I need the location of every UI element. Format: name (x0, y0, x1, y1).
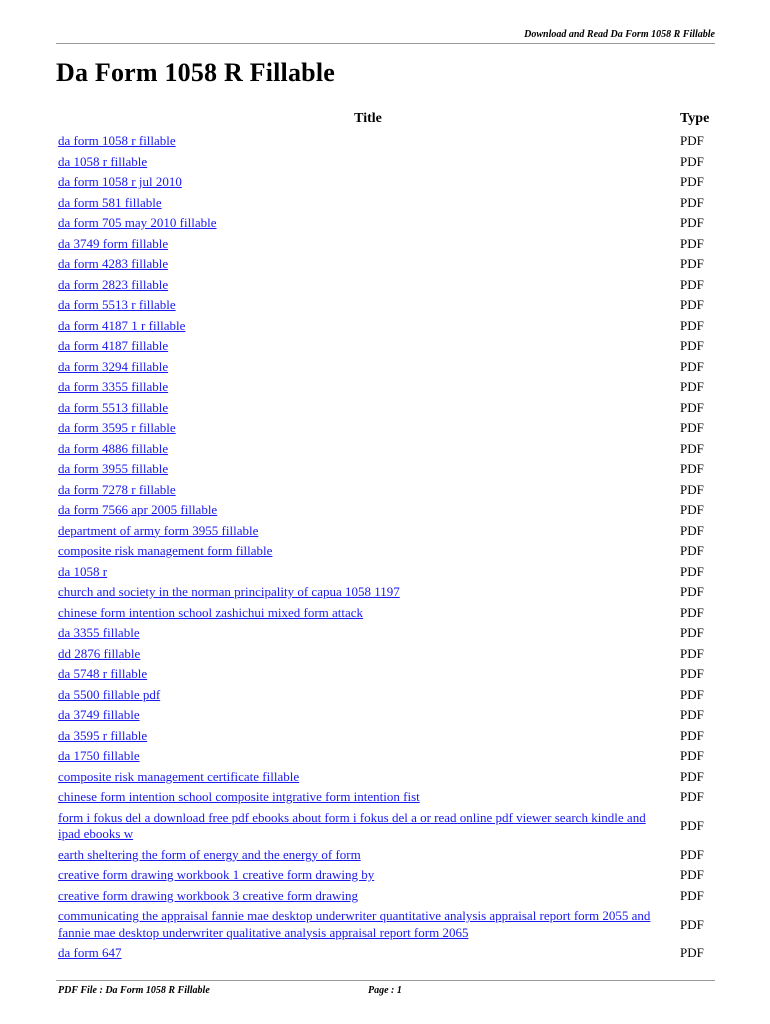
document-link[interactable]: composite risk management form fillable (58, 543, 273, 558)
document-link[interactable]: da form 3595 r fillable (58, 420, 176, 435)
document-link[interactable]: da form 3294 fillable (58, 358, 169, 374)
document-link[interactable]: earth sheltering the form of energy and the energy of form (58, 846, 361, 862)
file-type-label: PDF (680, 174, 704, 189)
file-type-label: PDF (680, 867, 704, 882)
document-link[interactable]: form i fokus del a download free pdf ebooks about form i fokus del a or read online pdf viewer search kindle and ipad ebooks w (58, 809, 646, 841)
table-row (58, 254, 715, 275)
table-row (58, 480, 715, 501)
file-type-label: PDF (680, 666, 704, 681)
file-type-label: PDF (680, 194, 704, 210)
table-row (58, 131, 715, 152)
file-type-label: PDF (680, 379, 704, 394)
table-row (58, 845, 715, 866)
table-row (58, 193, 715, 214)
file-type-label: PDF (680, 727, 704, 743)
table-row (58, 726, 715, 747)
file-type-label: PDF (680, 768, 704, 784)
document-link[interactable]: communicating the appraisal fannie mae desktop underwriter quantitative analysis appraisal report form 2055 and fannie mae desktop underwriter qualitative analysis appraisal report form 2065 (58, 908, 651, 940)
document-link[interactable]: da 1750 fillable (58, 748, 140, 763)
footer-file-label: PDF File : Da Form 1058 R Fillable (58, 985, 210, 996)
table-row (58, 377, 715, 398)
table-row (58, 664, 715, 685)
table-row (58, 808, 715, 845)
table-row (58, 357, 715, 378)
file-type-label: PDF (680, 563, 704, 579)
document-link[interactable]: da 1058 r fillable (58, 153, 148, 169)
document-link[interactable]: da 5500 fillable pdf (58, 686, 161, 702)
table-row (58, 459, 715, 480)
table-row (58, 582, 715, 603)
document-link[interactable]: da form 3955 fillable (58, 461, 169, 476)
file-type-label: PDF (680, 276, 704, 292)
file-type-label: PDF (680, 625, 704, 640)
file-type-label: PDF (680, 420, 704, 435)
document-link[interactable]: da form 647 (58, 945, 122, 960)
table-header-row (58, 111, 715, 131)
document-link[interactable]: composite risk management certificate fillable (58, 768, 300, 784)
file-type-label: PDF (680, 846, 704, 862)
file-type-label: PDF (680, 153, 704, 169)
table-row (58, 685, 715, 706)
document-link[interactable]: da form 4886 fillable (58, 440, 169, 456)
file-type-label: PDF (680, 297, 704, 312)
document-link[interactable]: da 3595 r fillable (58, 727, 148, 743)
document-list-table (58, 111, 715, 964)
document-title: Da Form 1058 R Fillable (56, 58, 336, 87)
table-row (58, 865, 715, 886)
table-row (58, 767, 715, 788)
document-link[interactable]: da form 1058 r fillable (58, 133, 176, 148)
document-link[interactable]: da form 581 fillable (58, 194, 162, 210)
document-link[interactable]: creative form drawing workbook 1 creative form drawing by (58, 867, 375, 882)
document-link[interactable]: da 3749 form fillable (58, 235, 169, 251)
table-row (58, 234, 715, 255)
table-row (58, 439, 715, 460)
document-link[interactable]: da form 5513 fillable (58, 399, 169, 415)
document-link[interactable]: department of army form 3955 fillable (58, 522, 259, 538)
header-divider (56, 43, 715, 44)
file-type-label: PDF (680, 584, 704, 599)
table-row (58, 295, 715, 316)
document-link[interactable]: da 3749 fillable (58, 707, 140, 722)
file-type-label: PDF (680, 317, 704, 333)
file-type-label: PDF (680, 645, 704, 661)
file-type-label: PDF (680, 817, 704, 833)
document-link[interactable]: church and society in the norman principality of capua 1058 1197 (58, 584, 400, 599)
file-type-label: PDF (680, 235, 704, 251)
file-type-label: PDF (680, 522, 704, 538)
file-type-label: PDF (680, 399, 704, 415)
file-type-label: PDF (680, 604, 704, 620)
column-header-type: Type (680, 111, 710, 126)
column-header-title: Title (354, 111, 382, 126)
table-row (58, 398, 715, 419)
document-link[interactable]: da form 2823 fillable (58, 276, 169, 292)
file-type-label: PDF (680, 461, 704, 476)
table-row (58, 275, 715, 296)
document-link[interactable]: chinese form intention school zashichui mixed form attack (58, 604, 364, 620)
table-row (58, 746, 715, 767)
document-link[interactable]: da form 4187 1 r fillable (58, 317, 186, 333)
document-link[interactable]: da form 4283 fillable (58, 256, 169, 271)
file-type-label: PDF (680, 338, 704, 353)
document-link[interactable]: da 1058 r (58, 563, 108, 579)
file-type-label: PDF (680, 215, 704, 230)
document-link[interactable]: da form 7566 apr 2005 fillable (58, 502, 218, 517)
table-row (58, 623, 715, 644)
table-row (58, 906, 715, 943)
table-row (58, 644, 715, 665)
table-row (58, 336, 715, 357)
file-type-label: PDF (680, 502, 704, 517)
table-row (58, 152, 715, 173)
document-link[interactable]: dd 2876 fillable (58, 645, 141, 661)
file-type-label: PDF (680, 481, 704, 497)
document-link[interactable]: da form 5513 r fillable (58, 297, 176, 312)
table-row (58, 172, 715, 193)
file-type-label: PDF (680, 945, 704, 960)
table-row (58, 562, 715, 583)
table-row (58, 603, 715, 624)
document-link[interactable]: da form 3355 fillable (58, 379, 169, 394)
file-type-label: PDF (680, 256, 704, 271)
table-row (58, 705, 715, 726)
document-link[interactable]: da form 7278 r fillable (58, 481, 176, 497)
file-type-label: PDF (680, 686, 704, 702)
table-row (58, 500, 715, 521)
table-row (58, 418, 715, 439)
file-type-label: PDF (680, 748, 704, 763)
footer-divider (56, 980, 715, 981)
file-type-label: PDF (680, 789, 704, 804)
file-type-label: PDF (680, 543, 704, 558)
footer-page-number: Page : 1 (368, 985, 402, 996)
document-link[interactable]: chinese form intention school composite intgrative form intention fist (58, 789, 420, 804)
document-link[interactable]: da 3355 fillable (58, 625, 140, 640)
table-row (58, 541, 715, 562)
file-type-label: PDF (680, 887, 704, 903)
table-row (58, 521, 715, 542)
file-type-label: PDF (680, 707, 704, 722)
file-type-label: PDF (680, 916, 704, 932)
file-type-label: PDF (680, 440, 704, 456)
table-row (58, 213, 715, 234)
document-link[interactable]: da 5748 r fillable (58, 666, 148, 681)
document-link[interactable]: da form 1058 r jul 2010 (58, 174, 182, 189)
file-type-label: PDF (680, 133, 704, 148)
table-row (58, 886, 715, 907)
document-link[interactable]: da form 705 may 2010 fillable (58, 215, 217, 230)
table-row (58, 943, 715, 964)
table-body (58, 131, 715, 964)
file-type-label: PDF (680, 358, 704, 374)
document-link[interactable]: creative form drawing workbook 3 creative form drawing (58, 887, 358, 903)
document-link[interactable]: da form 4187 fillable (58, 338, 169, 353)
table-row (58, 316, 715, 337)
running-header: Download and Read Da Form 1058 R Fillable (524, 29, 715, 40)
table-row (58, 787, 715, 808)
